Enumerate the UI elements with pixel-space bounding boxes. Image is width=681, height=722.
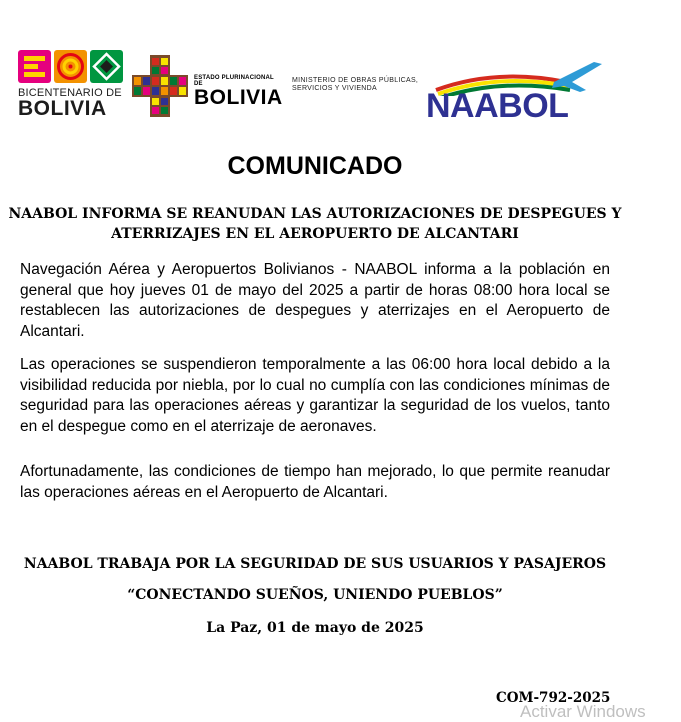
diamond-square-icon — [90, 50, 123, 83]
estado-plurinacional-label: ESTADO PLURINACIONAL DE — [194, 75, 274, 87]
communique-code: COM-792-2025 — [496, 690, 611, 706]
bicentenario-bolivia: BOLIVIA — [18, 97, 107, 120]
estado-bolivia-label: BOLIVIA — [194, 86, 283, 109]
estado-plurinacional-logo — [132, 55, 282, 125]
page-title: COMUNICADO — [227, 152, 403, 180]
body-paragraph-1: Navegación Aérea y Aeropuertos Bolivianos - NAABOL informa a la población en general que hoy jueves 01 de mayo del 2025 a partir de horas 08:00 hora local se restablecen las autorizaciones de despegues y aterrizajes en el Aeropuerto de Alcantari. — [20, 261, 610, 340]
place-date: La Paz, 01 de mayo de 2025 — [206, 620, 424, 636]
body-paragraph-2: Las operaciones se suspendieron temporalmente a las 06:00 hora local debido a la visibilidad reducida por niebla, por lo cual no cumplía con las condiciones mínimas de seguridad para las operaciones aéreas y garantizar la seguridad de los vuelos, tanto en el despegue como en el aterrizaje de aeronaves. — [20, 356, 610, 435]
estado-text — [194, 75, 283, 109]
body-paragraph-3: Afortunadamente, las condiciones de tiempo han mejorado, lo que permite reanudar las operaciones aéreas en el Aeropuerto de Alcantari. — [20, 463, 610, 501]
bicentenario-squares — [18, 50, 128, 83]
pink-square-icon — [18, 50, 51, 83]
header-logos — [18, 50, 618, 130]
activate-windows-watermark: Activar Windows — [520, 702, 646, 721]
chakana-emblem-icon — [132, 55, 188, 117]
spiral-square-icon — [54, 50, 87, 83]
naabol-wordmark: NAABOL — [426, 87, 569, 125]
bicentenario-label: BICENTENARIO DE — [18, 87, 122, 99]
naabol-logo — [426, 56, 611, 124]
headline: NAABOL INFORMA SE REANUDAN LAS AUTORIZACIONES DE DESPEGUES Y ATERRIZAJES EN EL AEROPUERTO DE ALCANTARI — [8, 206, 622, 242]
slogan-connecting: “CONECTANDO SUEÑOS, UNIENDO PUEBLOS” — [127, 587, 503, 603]
slogan-security: NAABOL TRABAJA POR LA SEGURIDAD DE SUS USUARIOS Y PASAJEROS — [23, 556, 607, 572]
bicentenario-logo — [18, 50, 128, 126]
ministerio-label: MINISTERIO DE OBRAS PÚBLICAS, SERVICIOS Y VIVIENDA — [292, 77, 419, 92]
